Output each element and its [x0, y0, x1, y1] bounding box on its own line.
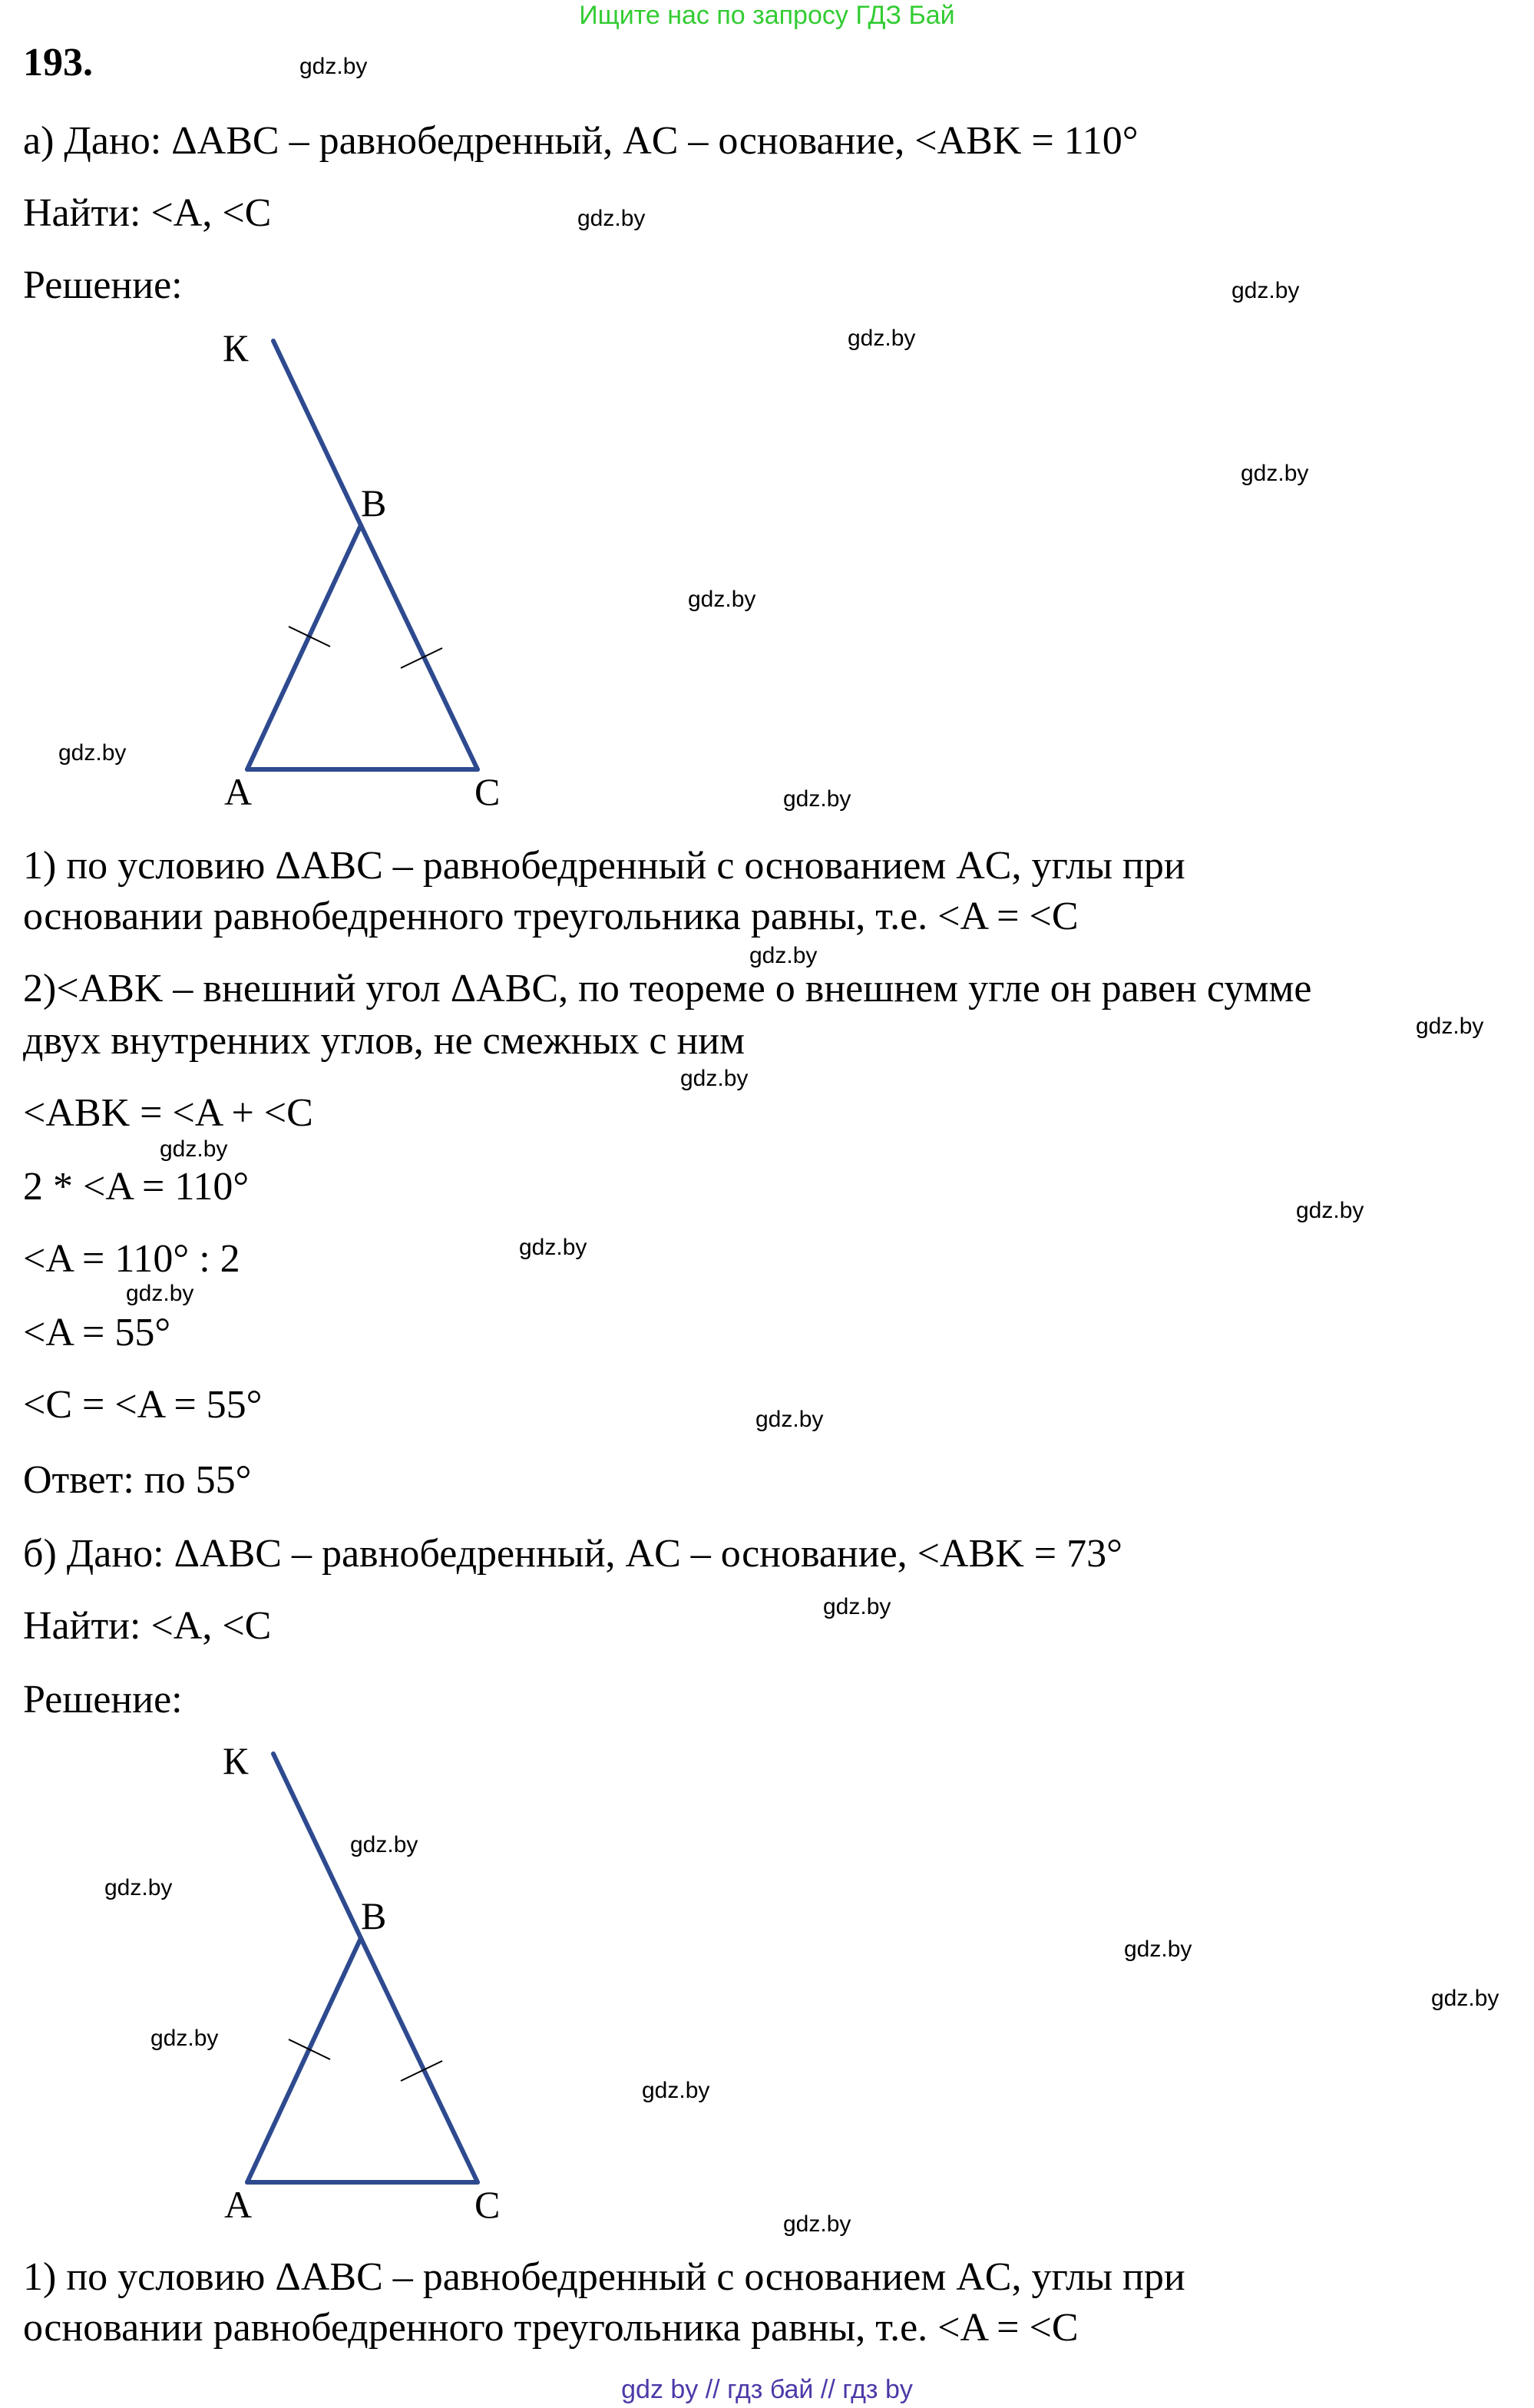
part-b-triangle-figure [0, 1720, 1534, 2227]
watermark: gdz.by [755, 1407, 824, 1432]
watermark: gdz.by [1124, 1937, 1192, 1962]
vertex-label-a: A [224, 2183, 253, 2226]
footer-links[interactable]: gdz by // гдз бай // гдз by [621, 2375, 913, 2404]
watermark: gdz.by [823, 1594, 891, 1619]
watermark: gdz.by [58, 740, 127, 766]
part-a-answer: Ответ: по 55° [23, 1458, 252, 1502]
watermark: gdz.by [299, 54, 368, 79]
watermark: gdz.by [150, 2026, 219, 2051]
tick-mark-ab [289, 627, 330, 647]
part-a-solution-label: Решение: [23, 263, 183, 307]
part-a-equation-1: <ABK = <A + <C [23, 1091, 313, 1135]
part-a-equation-4: <A = 55° [23, 1311, 171, 1354]
watermark: gdz.by [848, 326, 916, 351]
part-a-find: Найти: <A, <C [23, 191, 272, 235]
part-a-given: а) Дано: ΔABC – равнобедренный, AC – основание, <ABK = 110° [23, 119, 1139, 163]
side-bc [361, 525, 478, 769]
part-a-equation-3: <A = 110° : 2 [23, 1237, 240, 1281]
vertex-label-c: C [474, 2183, 501, 2226]
watermark: gdz.by [577, 206, 646, 231]
part-a-step2-line1: 2)<ABK – внешний угол ΔABC, по теореме о внешнем угле он равен сумме [23, 967, 1312, 1011]
part-a-triangle-figure [0, 307, 1534, 814]
watermark: gdz.by [642, 2078, 710, 2103]
watermark: gdz.by [1416, 1014, 1484, 1039]
watermark: gdz.by [1231, 278, 1300, 303]
part-b-step1-line1: 1) по условию ΔABC – равнобедренный с основанием AC, углы при [23, 2255, 1185, 2299]
part-a-equation-2: 2 * <A = 110° [23, 1165, 250, 1209]
watermark: gdz.by [126, 1281, 194, 1306]
ray-kb [273, 341, 361, 525]
vertex-label-b: B [361, 1894, 387, 1937]
watermark: gdz.by [783, 786, 851, 812]
vertex-label-k: К [223, 1739, 249, 1782]
watermark: gdz.by [519, 1235, 587, 1260]
ray-kb [273, 1754, 361, 1938]
part-b-given: б) Дано: ΔABC – равнобедренный, AC – основание, <ABK = 73° [23, 1532, 1122, 1576]
top-banner[interactable]: Ищите нас по запросу ГДЗ Бай [579, 1, 955, 30]
watermark: gdz.by [680, 1066, 749, 1091]
side-bc [361, 1938, 478, 2182]
vertex-label-k: К [223, 326, 249, 369]
watermark: gdz.by [688, 587, 756, 612]
vertex-label-b: B [361, 481, 387, 524]
vertex-label-c: C [474, 770, 501, 813]
watermark: gdz.by [783, 2211, 851, 2237]
vertex-label-a: A [224, 770, 253, 813]
part-b-step1-line2: основании равнобедренного треугольника равны, т.е. <A = <C [23, 2306, 1079, 2350]
watermark: gdz.by [160, 1136, 228, 1162]
tick-mark-ab [289, 2039, 330, 2059]
part-a-step2-line2: двух внутренних углов, не смежных с ним [23, 1019, 746, 1063]
watermark: gdz.by [1296, 1198, 1364, 1223]
part-a-step1-line2: основании равнобедренного треугольника равны, т.е. <A = <C [23, 895, 1079, 938]
part-b-find: Найти: <A, <C [23, 1604, 272, 1648]
part-a-equation-5: <C = <A = 55° [23, 1383, 263, 1427]
problem-number: 193. [23, 41, 93, 84]
watermark: gdz.by [104, 1875, 173, 1900]
watermark: gdz.by [1431, 1986, 1499, 2011]
side-ba [247, 525, 361, 769]
part-a-step1-line1: 1) по условию ΔABC – равнобедренный с основанием AC, углы при [23, 844, 1185, 888]
watermark: gdz.by [1241, 461, 1309, 486]
part-b-solution-label: Решение: [23, 1678, 183, 1722]
watermark: gdz.by [749, 943, 818, 968]
watermark: gdz.by [350, 1832, 418, 1857]
side-ba [247, 1938, 361, 2182]
